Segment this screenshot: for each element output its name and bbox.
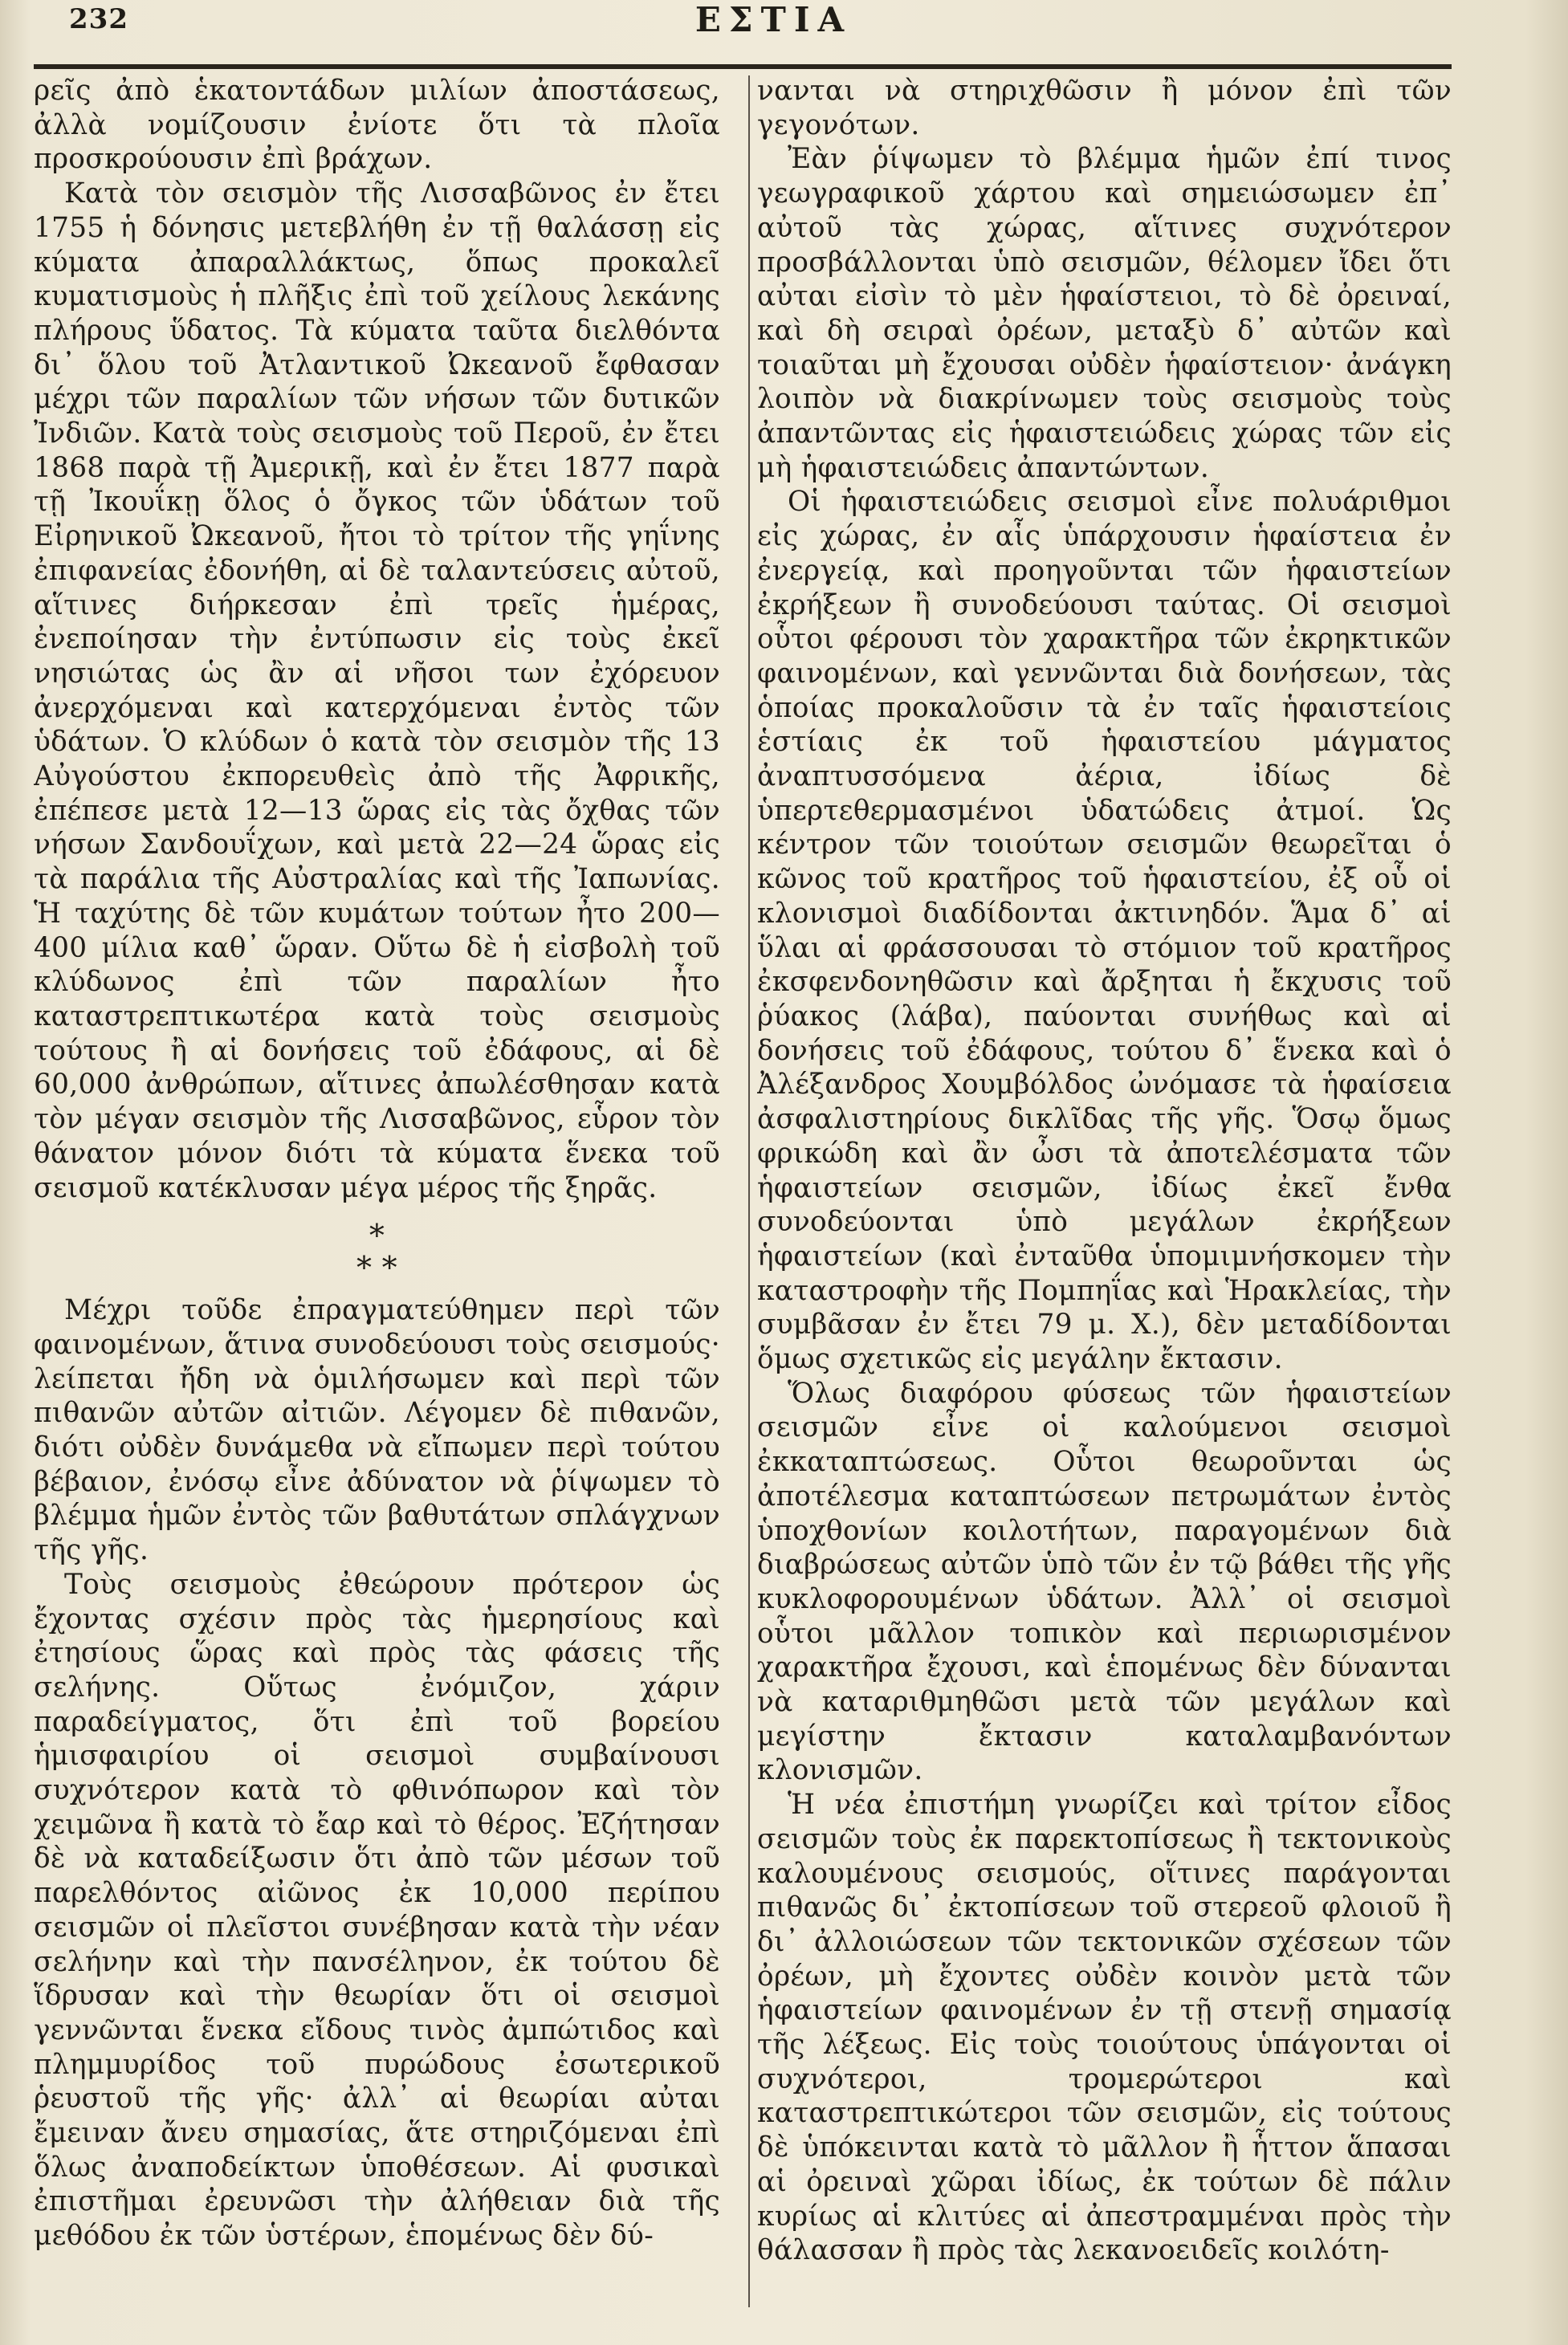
left-column xyxy=(34,74,720,2322)
asterism-top: * xyxy=(369,1218,385,1254)
page-header xyxy=(31,0,1517,56)
paragraph: Ὅλως διαφόρου φύσεως τῶν ἡφαιστείων σεισμῶν εἶνε οἱ καλούμενοι σεισμοὶ ἐκκαταπτώσεως. Οὗτοι θεωροῦνται ὡς ἀποτέλεσμα καταπτώσεων πετρωμάτων ἐντὸς ὑποχθονίων κοιλοτήτων, παραγομένων διὰ διαβρώσεως αὐτῶν ὑπὸ τῶν ἐν τῷ βάθει τῆς γῆς κυκλοφορουμένων ὑδάτων. Ἀλλ᾽ οἱ σεισμοὶ οὗτοι μᾶλλον τοπικὸν καὶ περιωρισμένον χαρακτῆρα ἔχουσι, καὶ ἑπομένως δὲν δύνανται νὰ καταριθμηθῶσι μετὰ τῶν μεγάλων καὶ μεγίστην ἔκτασιν καταλαμβανόντων κλονισμῶν. xyxy=(757,1377,1452,1787)
paragraph: ρεῖς ἀπὸ ἑκατοντάδων μιλίων ἀποστάσεως, ἀλλὰ νομίζουσιν ἐνίοτε ὅτι τὰ πλοῖα προσκρούουσιν ἐπὶ βράχων. xyxy=(34,75,720,176)
running-title: ΕΣΤΙΑ xyxy=(694,0,853,39)
paragraph: Ἐὰν ῥίψωμεν τὸ βλέμμα ἡμῶν ἐπί τινος γεωγραφικοῦ χάρτου καὶ σημειώσωμεν ἐπ᾽ αὐτοῦ τὰς χώρας, αἵτινες συχνότερον προσβάλλονται ὑπὸ σεισμῶν, θέλομεν ἴδει ὅτι αὐται εἰσὶν τὸ μὲν ἡφαίστειοι, τὸ δὲ ὀρειναί, καὶ δὴ σειραὶ ὀρέων, μεταξὺ δ᾽ αὐτῶν καὶ τοιαῦται μὴ ἔχουσαι οὐδὲν ἡφαίστειον· ἀνάγκη λοιπὸν νὰ διακρίνωμεν τοὺς σεισμοὺς τοὺς ἀπαντῶντας εἰς ἡφαιστειώδεις χώρας τῶν εἰς μὴ ἡφαιστειώδεις ἀπαντώντων. xyxy=(757,143,1452,484)
paragraph: Κατὰ τὸν σεισμὸν τῆς Λισσαβῶνος ἐν ἔτει 1755 ἡ δόνησις μετεβλήθη ἐν τῇ θαλάσσῃ εἰς κύματα ἀπαραλλάκτως, ὅπως προκαλεῖ κυματισμοὺς ἡ πλῆξις ἐπὶ τοῦ χείλους λεκάνης πλήρους ὕδατος. Τὰ κύματα ταῦτα διελθόντα δι᾽ ὅλου τοῦ Ἀτλαντικοῦ Ὠκεανοῦ ἔφθασαν μέχρι τῶν παραλίων τῶν νήσων τῶν δυτικῶν Ἰνδιῶν. Κατὰ τοὺς σεισμοὺς τοῦ Περοῦ, ἐν ἔτει 1868 παρὰ τῇ Ἀμερικῇ, καὶ ἐν ἔτει 1877 παρὰ τῇ Ἰκουΐκῃ ὅλος ὁ ὄγκος τῶν ὑδάτων τοῦ Εἰρηνικοῦ Ὠκεανοῦ, ἤτοι τὸ τρίτον τῆς γηΐνης ἐπιφανείας ἐδονήθη, αἱ δὲ ταλαντεύσεις αὐτοῦ, αἵτινες διήρκεσαν ἐπὶ τρεῖς ἡμέρας, ἐνεποίησαν τὴν ἐντύπωσιν εἰς τοὺς ἐκεῖ νησιώτας ὡς ἂν αἱ νῆσοι των ἐχόρευον ἀνερχόμεναι καὶ κατερχόμεναι ἐντὸς τῶν ὑδάτων. Ὁ κλύδων ὁ κατὰ τὸν σεισμὸν τῆς 13 Αὐγούστου ἐκπορευθεὶς ἀπὸ τῆς Ἀφρικῆς, ἐπέπεσε μετὰ 12—13 ὥρας εἰς τὰς ὄχθας τῶν νήσων Σανδουΐχων, καὶ μετὰ 22—24 ὥρας εἰς τὰ παράλια τῆς Αὐστραλίας καὶ τῆς Ἰαπωνίας. Ἡ ταχύτης δὲ τῶν κυμάτων τούτων ἦτο 200—400 μίλια καθ᾽ ὥραν. Οὕτω δὲ ἡ εἰσβολὴ τοῦ κλύδωνος ἐπὶ τῶν παραλίων ἦτο καταστρεπτικωτέρα κατὰ τοὺς σεισμοὺς τούτους ἢ αἱ δονήσεις τοῦ ἐδάφους, αἱ δὲ 60,000 ἀνθρώπων, αἵτινες ἀπωλέσθησαν κατὰ τὸν μέγαν σεισμὸν τῆς Λισσαβῶνος, εὗρον τὸν θάνατον μόνον διότι τὰ κύματα ἕνεκα τοῦ σεισμοῦ κατέκλυσαν μέγα μέρος τῆς ξηρᾶς. xyxy=(34,177,720,1204)
text-columns xyxy=(34,74,1452,2322)
paragraph: Μέχρι τοῦδε ἐπραγματεύθημεν περὶ τῶν φαινομένων, ἅτινα συνοδεύουσι τοὺς σεισμούς· λείπεται ἤδη νὰ ὁμιλήσωμεν καὶ περὶ τῶν πιθανῶν αὐτῶν αἰτιῶν. Λέγομεν δὲ πιθανῶν, διότι οὐδὲν δυνάμεθα νὰ εἴπωμεν περὶ τούτου βέβαιον, ἐνόσῳ εἶνε ἀδύνατον νὰ ῥίψωμεν τὸ βλέμμα ἡμῶν ἐντὸς τῶν βαθυτάτων σπλάγχνων τῆς γῆς. xyxy=(34,1294,720,1567)
asterism-ornament xyxy=(34,1219,720,1284)
paragraph: Οἱ ἡφαιστειώδεις σεισμοὶ εἶνε πολυάριθμοι εἰς χώρας, ἐν αἷς ὑπάρχουσιν ἡφαίστεια ἐν ἐνεργείᾳ, καὶ προηγοῦνται τῶν ἡφαιστείων ἐκρήξεων ἢ συνοδεύουσι ταύτας. Οἱ σεισμοὶ οὗτοι φέρουσι τὸν χαρακτῆρα τῶν ἐκρηκτικῶν φαινομένων, καὶ γεννῶνται διὰ δονήσεων, τὰς ὁποίας προκαλοῦσιν τὰ ἐν ταῖς ἡφαιστείοις ἑστίαις ἐκ τοῦ ἡφαιστείου μάγματος ἀναπτυσσόμενα ἀέρια, ἰδίως δὲ ὑπερτεθερμασμένοι ὑδατώδεις ἀτμοί. Ὡς κέντρον τῶν τοιούτων σεισμῶν θεωρεῖται ὁ κῶνος τοῦ κρατῆρος τοῦ ἡφαιστείου, ἐξ οὗ οἱ κλονισμοὶ διαδίδονται ἀκτινηδόν. Ἅμα δ᾽ αἱ ὕλαι αἱ φράσσουσαι τὸ στόμιον τοῦ κρατῆρος ἐκσφενδονηθῶσιν καὶ ἄρξηται ἡ ἔκχυσις τοῦ ῥύακος (λάβα), παύονται συνήθως καὶ αἱ δονήσεις τοῦ ἐδάφους, τούτου δ᾽ ἕνεκα καὶ ὁ Ἀλέξανδρος Χουμβόλδος ὠνόμασε τὰ ἡφαίσεια ἀσφαλιστηρίους δικλῖδας τῆς γῆς. Ὅσῳ ὅμως φρικώδη καὶ ἂν ὦσι τὰ ἀποτελέσματα τῶν ἡφαιστείων σεισμῶν, ἰδίως ἐκεῖ ἔνθα συνοδεύονται ὑπὸ μεγάλων ἐκρήξεων ἡφαιστείων (καὶ ἐνταῦθα ὑπομιμνήσκομεν τὴν καταστροφὴν τῆς Πομπηΐας καὶ Ἡρακλείας, τὴν συμβᾶσαν ἐν ἔτει 79 μ. Χ.), δὲν μεταδίδονται ὅμως σχετικῶς εἰς μεγάλην ἔκτασιν. xyxy=(757,486,1452,1376)
right-column xyxy=(757,74,1452,2322)
paragraph: Τοὺς σεισμοὺς ἐθεώρουν πρότερον ὡς ἔχοντας σχέσιν πρὸς τὰς ἡμερησίους καὶ ἐτησίους ὥρας καὶ πρὸς τὰς φάσεις τῆς σελήνης. Οὕτως ἐνόμιζον, χάριν παραδείγματος, ὅτι ἐπὶ τοῦ βορείου ἡμισφαιρίου οἱ σεισμοὶ συμβαίνουσι συχνότερον κατὰ τὸ φθινόπωρον καὶ τὸν χειμῶνα ἢ κατὰ τὸ ἔαρ καὶ τὸ θέρος. Ἐζήτησαν δὲ νὰ καταδείξωσιν ὅτι ἀπὸ τῶν μέσων τοῦ παρελθόντος αἰῶνος ἐκ 10,000 περίπου σεισμῶν οἱ πλεῖστοι συνέβησαν κατὰ τὴν νέαν σελήνην καὶ τὴν πανσέληνον, ἐκ τούτου δὲ ἵδρυσαν καὶ τὴν θεωρίαν ὅτι οἱ σεισμοὶ γεννῶνται ἕνεκα εἴδους τινὸς ἀμπώτιδος καὶ πλημμυρίδος τοῦ πυρώδους ἐσωτερικοῦ ῥευστοῦ τῆς γῆς· ἀλλ᾽ αἱ θεωρίαι αὐται ἔμειναν ἄνευ σημασίας, ἅτε στηριζόμεναι ἐπὶ ὅλως ἀναποδείκτων ὑποθέσεων. Αἱ φυσικαὶ ἐπιστῆμαι ἐρευνῶσι τὴν ἀλήθειαν διὰ τῆς μεθόδου ἐκ τῶν ὑστέρων, ἑπομένως δὲν δύ- xyxy=(34,1568,720,2253)
paragraph: Ἡ νέα ἐπιστήμη γνωρίζει καὶ τρίτον εἶδος σεισμῶν τοὺς ἐκ παρεκτοπίσεως ἢ τεκτονικοὺς καλουμένους σεισμούς, οἵτινες παράγονται πιθανῶς δι᾽ ἐκτοπίσεων τοῦ στερεοῦ φλοιοῦ ἢ δι᾽ ἀλλοιώσεων τῶν τεκτονικῶν σχέσεων τῶν ὀρέων, μὴ ἔχοντες οὐδὲν κοινὸν μετὰ τῶν ἡφαιστείων φαινομένων ἐν τῇ στενῇ σημασίᾳ τῆς λέξεως. Εἰς τοὺς τοιούτους ὑπάγονται οἱ συχνότεροι, τρομερώτεροι καὶ καταστρεπτικώτεροι τῶν σεισμῶν, εἰς τούτους δὲ ὑπόκεινται κατὰ τὸ μᾶλλον ἢ ἧττον ἅπασαι αἱ ὀρειναὶ χῶραι ἰδίως, ἐκ τούτων δὲ πάλιν κυρίως αἱ κλιτύες αἱ ἀπεστραμμέναι πρὸς τὴν θάλασσαν ἢ πρὸς τὰς λεκανοειδεῖς κοιλότη- xyxy=(757,1789,1452,2267)
paragraph: νανται νὰ στηριχθῶσιν ἢ μόνον ἐπὶ τῶν γεγονότων. xyxy=(757,75,1452,141)
page-number: 232 xyxy=(69,3,128,35)
header-rule xyxy=(34,64,1452,69)
asterism-bottom: * * xyxy=(356,1250,397,1286)
